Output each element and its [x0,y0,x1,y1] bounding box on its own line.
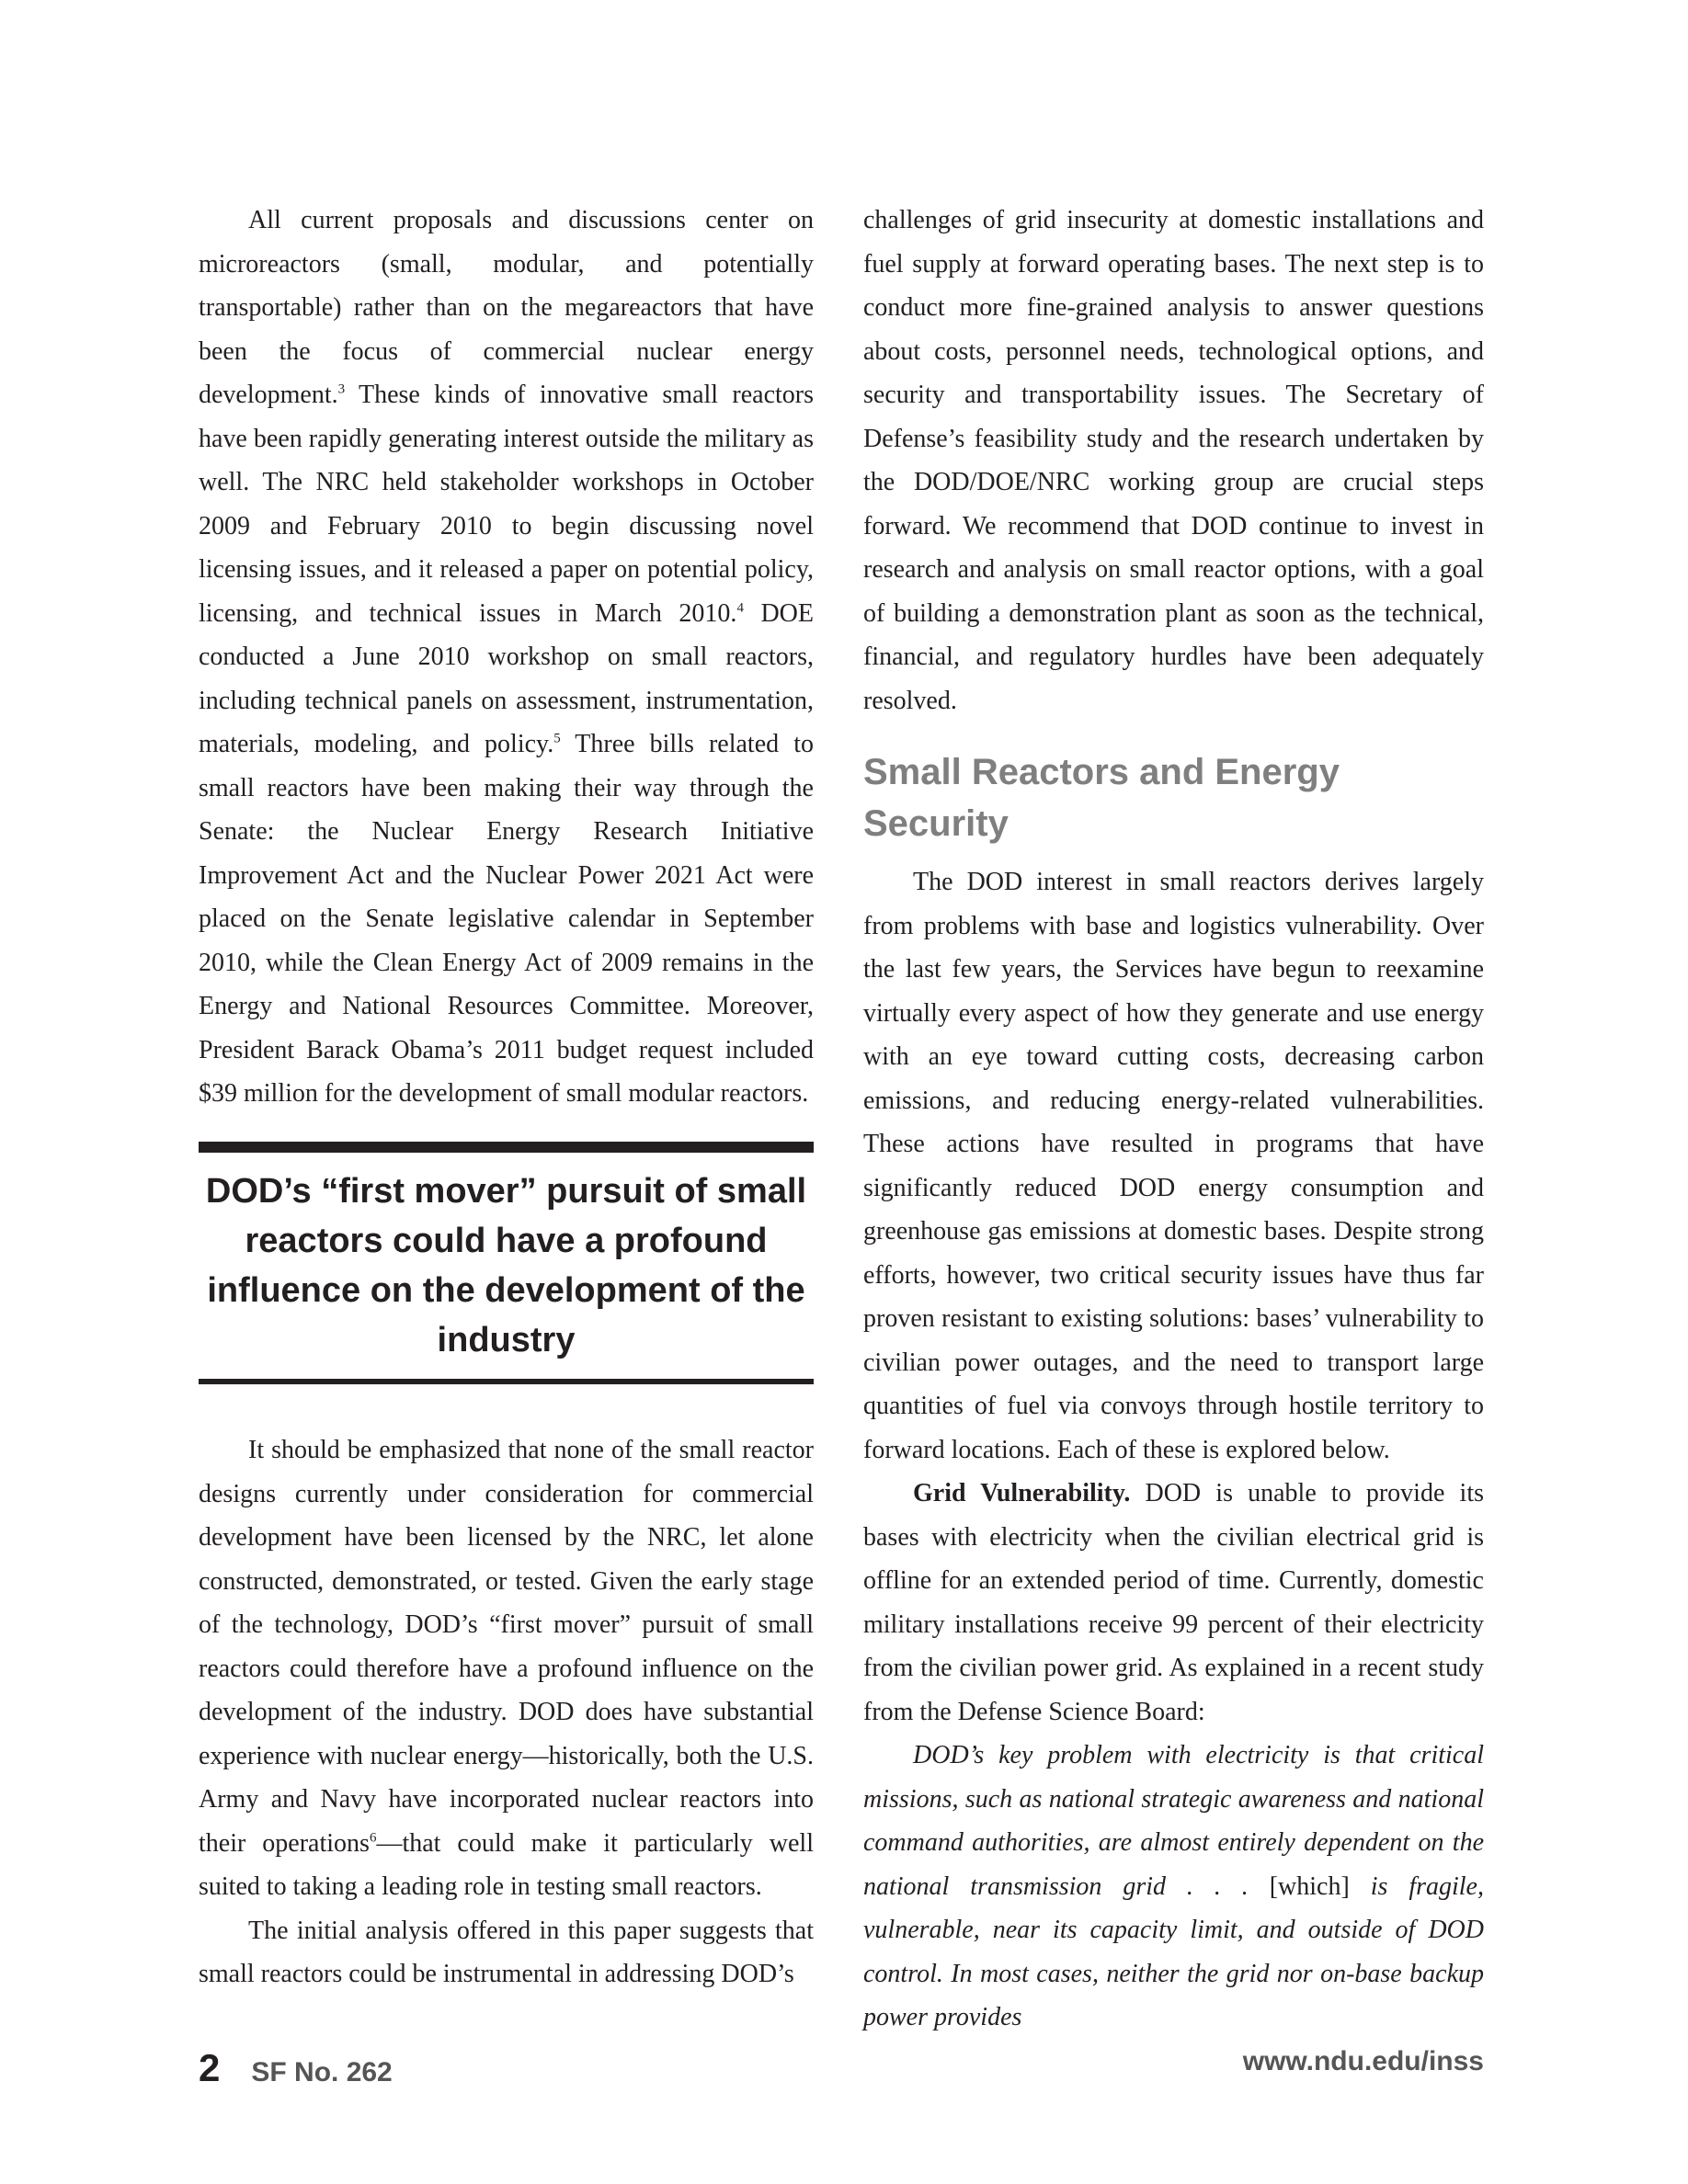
quote-text: DOD’s key problem with electricity is that critical missions, such as national strategic awareness and national command authorities, are almost entirely dependent on the national transmission grid . . . [863,1741,1484,1901]
footnote-ref[interactable]: 3 [337,381,346,397]
footer-url[interactable]: www.ndu.edu/inss [1242,2046,1484,2076]
paragraph-text: Three bills related to small reactors have been making their way through the Senate: the Nuclear Energy Research Initiative Improvement Act and the Nuclear Power 2021 Act were placed on the Senate legislative calendar in September 2010, while the Clean Energy Act of 2009 remains in the Energy and National Resources Committee. Moreover, President Barack Obama’s 2011 budget request included $39 million for the development of small modular reactors. [199,730,814,1108]
body-paragraph [863,1472,1484,1734]
pull-quote-box [199,1142,814,1384]
quote-text: is fragile, vulnerable, near its capacity limit, and outside of DOD control. In most cases, neither the grid nor on-base backup power provides [863,1871,1484,2031]
paragraph-text: All current proposals and discussions center on microreactors (small, modular, and potentially transportable) rather than on the megareactors that have been the focus of commercial nuclear energy development. [199,206,814,409]
pull-quote: DOD’s “first mover” pursuit of small reactors could have a profound influence on the development of the industry [205,1172,807,1359]
series-label: SF No. 262 [251,2057,393,2087]
body-paragraph: challenges of grid insecurity at domestic installations and fuel supply at forward operating bases. The next step is to conduct more fine-grained analysis to answer questions about costs, personnel needs, technological options, and security and transportability issues. The Secretary of Defense’s feasibility study and the research undertaken by the DOD/DOE/NRC working group are crucial steps forward. We recommend that DOD continue to invest in research and analysis on small reactor options, with a goal of building a demonstration plant as soon as the technical, financial, and regulatory hurdles have been adequately resolved. [863,206,1484,715]
footer-left [199,2046,393,2092]
paragraph-text: DOD is unable to provide its bases with electricity when the civilian electrical grid is offline for an extended period of time. Currently, domestic military installations receive 99 percent of their electricity from the civilian power grid. As explained in a recent study from the Defense Science Board: [863,1479,1484,1726]
page-number: 2 [199,2046,221,2089]
paragraph-text: It should be emphasized that none of the small reactor designs currently under consideration for commercial development have been licensed by the NRC, let alone constructed, demonstrated, or tested. Given the early stage of the technology, DOD’s “first mover” pursuit of small reactors could therefore have a profound influence on the development of the industry. DOD does have substantial experience with nuclear energy—historically, both the U.S. Army and Navy have incorporated nuclear reactors into their operations [199,1436,814,1858]
right-column [863,199,1484,2040]
section-heading: Small Reactors and Energy Security [863,752,1340,844]
paragraph-text: These kinds of innovative small reactors have been rapidly generating interest outside the military as well. The NRC held stakeholder workshops in October 2009 and February 2010 to begin discussing novel licensing issues, and it released a paper on potential policy, licensing, and technical issues in March 2010. [199,381,814,628]
body-paragraph [199,1428,814,1909]
run-in-heading: Grid Vulnerability. [913,1479,1131,1507]
block-quote [863,1734,1484,2040]
left-column [199,199,814,1116]
footnote-ref[interactable]: 4 [736,600,744,616]
body-paragraph [199,199,814,1116]
footnote-ref[interactable]: 5 [553,731,561,746]
body-paragraph: The initial analysis offered in this paper suggests that small reactors could be instrumental in addressing DOD’s [199,1916,814,1988]
footnote-ref[interactable]: 6 [369,1830,377,1846]
left-column-lower [199,1428,814,1996]
editorial-insert: [which] [1269,1871,1350,1901]
body-paragraph: The DOD interest in small reactors derives largely from problems with base and logistics vulnerability. Over the last few years, the Services have begun to reexamine virtually every aspect of how they generate and use energy with an eye toward cutting costs, decreasing carbon emissions, and reducing energy-related vulnerabilities. These actions have resulted in programs that have significantly reduced DOD energy consumption and greenhouse gas emissions at domestic bases. Despite strong efforts, however, two critical security issues have thus far proven resistant to existing solutions: bases’ vulnerability to civilian power outages, and the need to transport large quantities of fuel via convoys through hostile territory to forward locations. Each of these is explored below. [863,868,1484,1464]
paragraph-text: —that could make it particularly well suited to taking a leading role in testing small reactors. [199,1828,814,1901]
paragraph-text: DOE conducted a June 2010 workshop on small reactors, including technical panels on assessment, instrumentation, materials, modeling, and policy. [199,598,815,758]
